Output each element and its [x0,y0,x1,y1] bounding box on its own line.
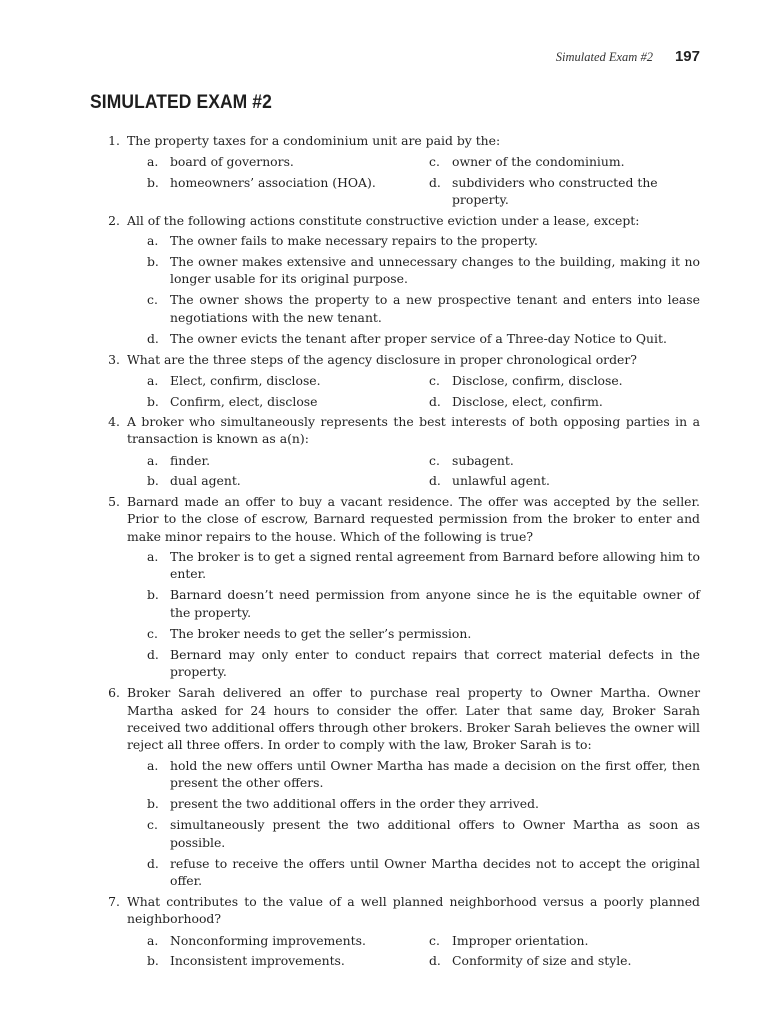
option-text: Barnard doesn’t need permission from anyone since he is the equitable owner of the property. [170,587,700,620]
option-text: dual agent. [170,473,241,489]
question-text: What are the three steps of the agency disclosure in proper chronological order? [127,351,637,367]
question-number: 5. [108,493,120,509]
question-4 [100,413,700,490]
answer-options [147,932,700,970]
option-letter: b. [147,953,159,969]
question-list [100,132,700,973]
option-letter: d. [429,174,441,190]
answer-option [147,548,700,583]
answer-option [429,452,700,469]
option-text: owner of the condominium. [452,154,625,170]
question-2 [100,212,700,348]
option-text: present the two additional offers in the order they arrived. [170,796,539,812]
answer-option [147,625,700,642]
option-letter: c. [147,625,158,641]
question-number: 1. [108,133,120,148]
answer-option [429,952,700,969]
answer-option [429,372,700,389]
option-letter: a. [147,757,159,773]
answer-options [147,452,700,490]
question-number: 4. [108,414,120,430]
option-letter: d. [429,473,441,489]
question-number: 3. [108,351,120,367]
question-number: 6. [108,685,120,701]
running-title: Simulated Exam #2 [555,50,653,64]
option-letter: a. [147,452,159,468]
answer-option [147,816,700,851]
option-letter: c. [429,452,440,468]
option-text: homeowners’ association (HOA). [170,174,376,190]
option-text: Inconsistent improvements. [170,953,345,969]
option-letter: b. [147,393,159,409]
option-text: unlawful agent. [452,473,550,489]
option-letter: d. [147,855,159,871]
option-text: simultaneously present the two additional offers to Owner Martha as soon as possible. [170,817,700,850]
option-letter: c. [429,932,440,948]
page-title: SIMULATED EXAM #2 [90,92,272,113]
option-text: Conformity of size and style. [452,953,632,969]
option-text: Nonconforming improvements. [170,932,366,948]
answer-option [147,472,429,489]
option-letter: a. [147,154,159,170]
question-text: All of the following actions constitute constructive eviction under a lease, except: [127,212,640,228]
option-letter: b. [147,587,159,603]
option-letter: b. [147,174,159,190]
option-text: refuse to receive the offers until Owner Martha decides not to accept the original offer. [170,855,700,888]
option-text: Disclose, confirm, disclose. [452,373,623,389]
answer-option [147,291,700,326]
option-text: The owner fails to make necessary repairs to the property. [170,233,538,249]
option-text: Bernard may only enter to conduct repairs that correct material defects in the property. [170,646,700,680]
option-letter: d. [429,953,441,969]
question-text: The property taxes for a condominium unit are paid by the: [127,133,501,148]
answer-option [429,393,700,410]
page-number: 197 [674,48,700,65]
answer-option [429,932,700,949]
option-letter: a. [147,932,159,948]
option-text: finder. [170,452,211,468]
answer-option [147,757,700,792]
option-text: The owner makes extensive and unnecessary changes to the building, making it no longer usable for its original purpose. [170,254,700,287]
answer-option [147,253,700,288]
option-letter: a. [147,548,159,564]
option-text: Elect, confirm, disclose. [170,373,321,389]
answer-option [147,646,700,681]
answer-option [429,174,702,209]
option-text: The broker needs to get the seller’s permission. [170,625,472,641]
answer-option [147,952,429,969]
option-letter: c. [147,292,158,308]
answer-option [147,153,429,170]
question-text: What contributes to the value of a well planned neighborhood versus a poorly planned neighborhood? [127,893,700,927]
option-text: Disclose, elect, confirm. [452,393,603,409]
question-number: 2. [108,212,120,228]
option-text: subdividers who constructed the property. [452,174,658,208]
answer-option [147,372,429,389]
option-text: Confirm, elect, disclose [170,393,318,409]
option-letter: b. [147,473,159,489]
option-letter: d. [147,646,159,662]
answer-option [147,452,429,469]
option-letter: c. [147,817,158,833]
answer-option [429,472,700,489]
answer-option [147,932,429,949]
option-text: The owner shows the property to a new prospective tenant and enters into lease negotiations with the new tenant. [170,292,700,325]
question-7 [100,893,700,970]
answer-option [147,330,700,347]
answer-options [147,153,700,208]
question-1 [100,132,700,209]
option-letter: b. [147,796,159,812]
question-3 [100,351,700,410]
option-text: hold the new offers until Owner Martha has made a decision on the first offer, then present the other offers. [170,757,700,791]
answer-option [147,232,700,249]
option-letter: a. [147,233,159,249]
option-letter: c. [429,154,440,170]
question-text: Barnard made an offer to buy a vacant residence. The offer was accepted by the seller. Prior to the close of escrow, Barnard requested permission from the broker to enter and make minor repairs to the house. Which of the following is true? [127,493,700,544]
option-letter: d. [429,393,441,409]
option-text: subagent. [452,452,514,468]
option-text: The broker is to get a signed rental agreement from Barnard before allowing him to enter. [170,548,700,582]
option-letter: d. [147,330,159,346]
answer-option [147,855,700,890]
question-6 [100,684,700,889]
answer-option [147,586,700,621]
question-5 [100,493,700,681]
option-letter: b. [147,254,159,270]
option-text: Improper orientation. [452,932,589,948]
option-letter: c. [429,373,440,389]
running-head [556,48,700,65]
option-text: The owner evicts the tenant after proper service of a Three-day Notice to Quit. [170,330,667,346]
answer-option [429,153,702,170]
answer-option [147,795,700,812]
question-number: 7. [108,893,120,909]
answer-options [147,372,700,410]
answer-options [147,757,700,890]
option-letter: a. [147,373,159,389]
answer-option [147,174,429,209]
option-text: board of governors. [170,154,294,170]
answer-option [147,393,429,410]
question-text: A broker who simultaneously represents the best interests of both opposing parties in a transaction is known as a(n): [127,414,700,447]
question-text: Broker Sarah delivered an offer to purchase real property to Owner Martha. Owner Martha asked for 24 hours to consider the offer. Later that same day, Broker Sarah received two additional offers through other brokers. Broker Sarah believes the owner will reject all three offers. In order to comply with the law, Broker Sarah is to: [127,685,700,753]
answer-options [147,232,700,347]
answer-options [147,548,700,681]
